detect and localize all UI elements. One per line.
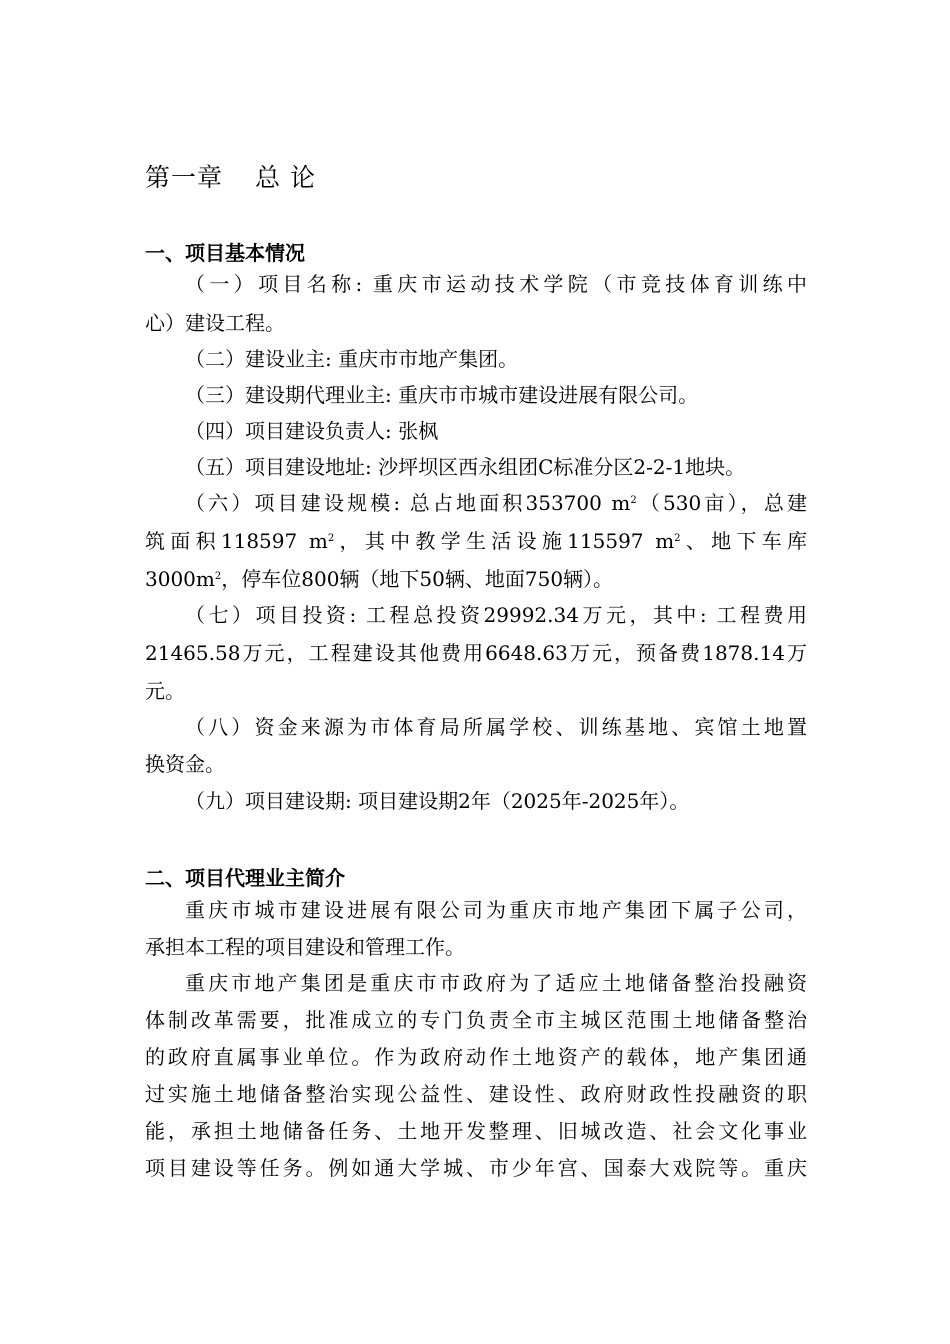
paragraph-line: （八）资金来源为市体育局所属学校、训练基地、宾馆土地置 xyxy=(185,715,807,739)
paragraph-line: （六）项目建设规模: 总占地面积353700 $m^2(530$亩），总建 xyxy=(185,491,807,515)
chapter-title: 总 论 xyxy=(255,163,316,192)
paragraph-line: $3000m^2$，停车位800辆（地下50辆、地面750辆）。 xyxy=(145,567,614,591)
paragraph-line: 的政府直属事业单位。作为政府动作土地资产的载体，地产集团通 xyxy=(145,1045,807,1069)
paragraph-line: 重庆市地产集团是重庆市市政府为了适应土地储备整治投融资 xyxy=(185,971,807,995)
paragraph-line: 21465.58万元，工程建设其他费用6648.63万元，预备费1878.14万 xyxy=(145,641,807,665)
paragraph-line: （七）项目投资: 工程总投资29992.34万元，其中: 工程费用 xyxy=(185,603,807,627)
paragraph-line: （五）项目建设地址: 沙坪坝区西永组团C标准分区2-2-1地块。 xyxy=(185,455,746,479)
paragraph-line: 项目建设等任务。例如通大学城、市少年宫、国泰大戏院等。重庆 xyxy=(145,1156,807,1180)
paragraph-line: 承担本工程的项目建设和管理工作。 xyxy=(145,935,465,959)
paragraph-line: 心）建设工程。 xyxy=(145,311,285,335)
chapter-heading xyxy=(145,158,316,194)
paragraph-line: 能，承担土地储备任务、土地开发整理、旧城改造、社会文化事业 xyxy=(145,1119,807,1143)
section-heading-1: 一、项目基本情况 xyxy=(145,241,305,265)
paragraph-line: （三）建设期代理业主: 重庆市市城市建设进展有限公司。 xyxy=(185,383,699,407)
chapter-number: 第一章 xyxy=(145,163,224,192)
paragraph-line: （一）项目名称: 重庆市运动技术学院（市竞技体育训练中 xyxy=(185,272,807,296)
paragraph-line: （二）建设业主: 重庆市市地产集团。 xyxy=(185,347,519,371)
section-heading-2: 二、项目代理业主简介 xyxy=(145,866,345,890)
paragraph-line: 体制改革需要，批准成立的专门负责全市主城区范围土地储备整治 xyxy=(145,1008,807,1032)
paragraph-line: （九）项目建设期: 项目建设期2年（2025年-2025年）。 xyxy=(185,789,690,813)
paragraph-line: 重庆市城市建设进展有限公司为重庆市地产集团下属子公司， xyxy=(185,898,807,922)
paragraph-line: 筑面积118597 $m^2$，其中教学生活设施115597 $m^2$、地下车库 xyxy=(145,529,808,553)
paragraph-line: 元。 xyxy=(145,679,185,703)
paragraph-line: 换资金。 xyxy=(145,752,225,776)
paragraph-line: （四）项目建设负责人: 张枫 xyxy=(185,419,439,443)
paragraph-line: 过实施土地储备整治实现公益性、建设性、政府财政性投融资的职 xyxy=(145,1082,807,1106)
